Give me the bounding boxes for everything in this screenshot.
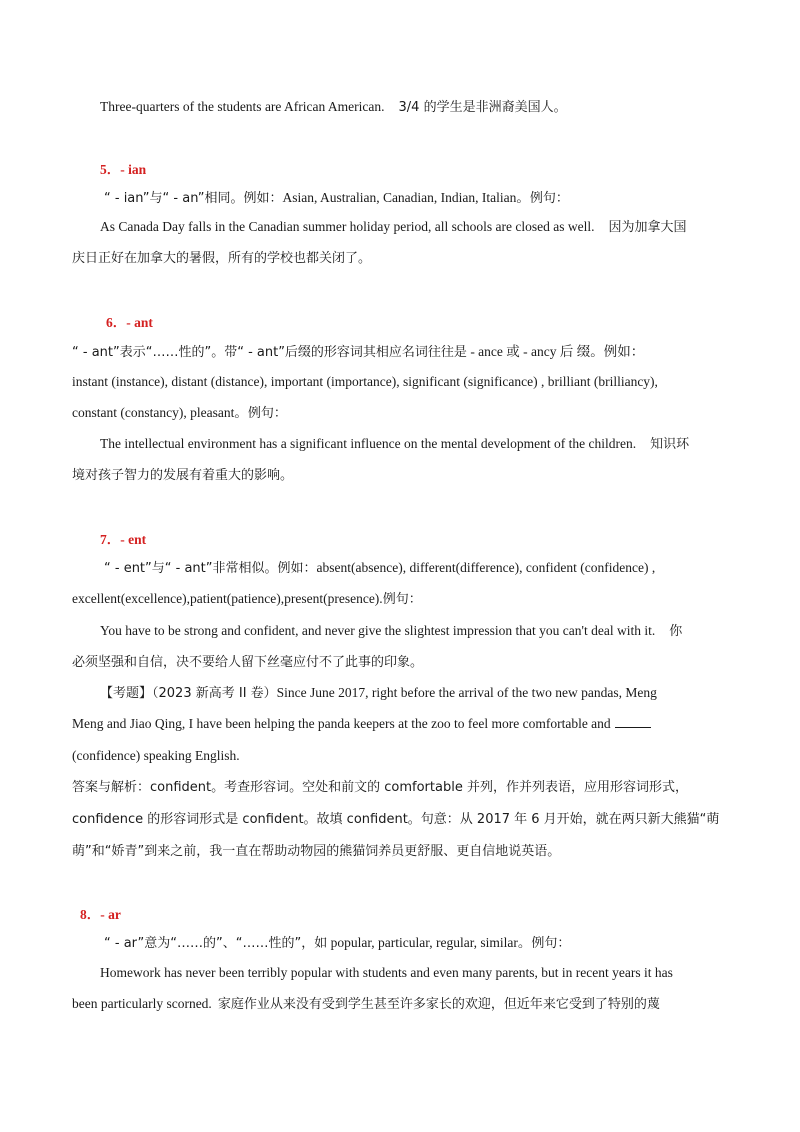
answer-explanation: 萌”和“娇青”到来之前，我一直在帮助动物园的熊猫饲养员更舒服、更自信地说英语。 [72, 844, 561, 859]
example-sentence: Homework has never been terribly popular with students and even many parents, but in recent years it has [100, 965, 673, 980]
section-description: “ - ant”表示“……性的”。带“ - ant”后缀的形容词其相应名词往往是 - ance 或 - ancy 后 缀。例如： [72, 344, 645, 360]
example-translation: 庆日正好在加拿大的暑假，所有的学校也都关闭了。 [72, 251, 372, 266]
example-sentence: been particularly scorned. 家庭作业从来没有受到学生甚至许多家长的欢迎，但近年来它受到了特别的蔑 [72, 996, 660, 1012]
section-heading-ent: 7．- ent [100, 532, 147, 547]
answer-blank [615, 715, 651, 728]
word-list: constant (constancy), pleasant。例句： [72, 405, 287, 421]
exam-question: (confidence) speaking English. [72, 748, 240, 763]
answer-explanation: 答案与解析：confident。考查形容词。空处和前文的 comfortable 并列，作并列表语，应用形容词形式， [72, 780, 688, 795]
section-heading-ar: 8．- ar [80, 907, 121, 922]
answer-explanation: confidence 的形容词形式是 confident。故填 confident。句意：从 2017 年 6 月开始，就在两只新大熊猫“萌 [72, 812, 720, 827]
example-sentence: Three-quarters of the students are African American. 3/4 的学生是非洲裔美国人。 [100, 99, 567, 115]
word-list: instant (instance), distant (distance), important (importance), significant (significance) , brilliant (brilliancy), [72, 374, 658, 389]
example-sentence: You have to be strong and confident, and never give the slightest impression that you can't deal with it. 你 [100, 623, 683, 639]
section-description: “ - ent”与“ - ant”非常相似。例如：absent(absence), different(difference), confident (confidence) , [104, 560, 656, 576]
section-heading-ian: 5．- ian [100, 162, 147, 177]
example-translation: 必须坚强和自信，决不要给人留下丝毫应付不了此事的印象。 [72, 655, 424, 670]
word-list: excellent(excellence),patient(patience),present(presence).例句： [72, 591, 422, 607]
example-sentence: The intellectual environment has a significant influence on the mental development of the children. 知识环 [100, 436, 690, 452]
example-translation: 境对孩子智力的发展有着重大的影响。 [72, 468, 294, 483]
section-description: “ - ar”意为“……的”、“……性的”，如 popular, particular, regular, similar。例句： [104, 935, 571, 951]
exam-question: 【考题】（2023 新高考 II 卷）Since June 2017, right before the arrival of the two new pandas, Meng [100, 685, 657, 701]
example-sentence: As Canada Day falls in the Canadian summer holiday period, all schools are closed as well. 因为加拿大国 [100, 219, 687, 235]
section-heading-ant: 6．- ant [106, 315, 153, 330]
section-description: “ - ian”与“ - an”相同。例如：Asian, Australian, Canadian, Indian, Italian。例句： [104, 190, 569, 206]
exam-question: Meng and Jiao Qing, I have been helping the panda keepers at the zoo to feel more comfortable and [72, 714, 732, 734]
